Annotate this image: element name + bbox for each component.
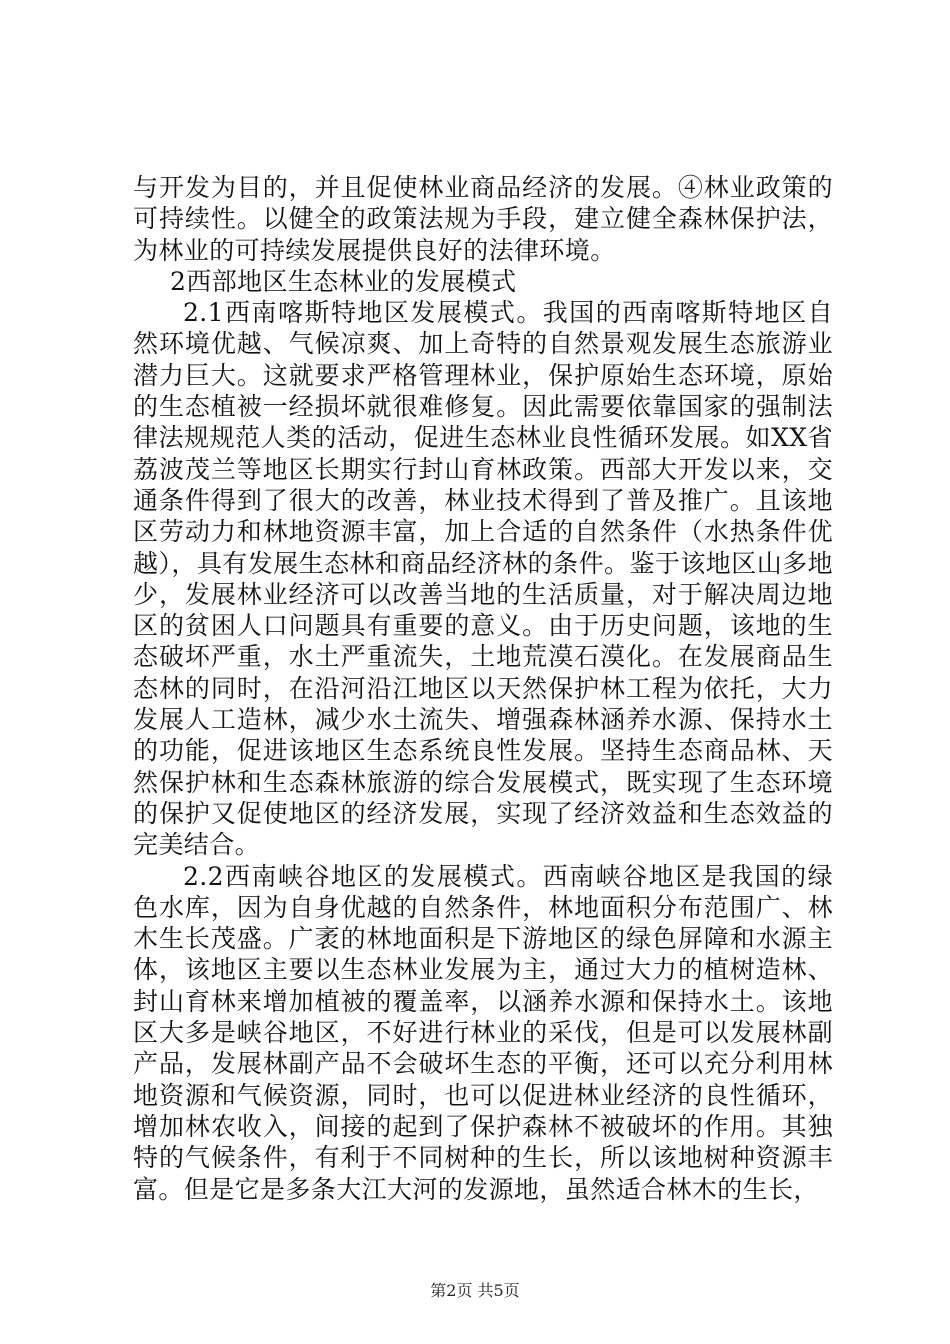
document-body	[133, 172, 833, 1205]
section-heading: 2西部地区生态林业的发展模式	[170, 266, 517, 296]
paragraph-gorge-model: 2.2西南峡谷地区的发展模式。西南峡谷地区是我国的绿色水库，因为自身优越的自然条件，林地面积分布范围广、林木生长茂盛。广袤的林地面积是下游地区的绿色屏障和水源主体，该地区主要以生态林业发展为主，通过大力的植树造林、封山育林来增加植被的覆盖率，以涵养水源和保持水土。该地区大多是峡谷地区，不好进行林业的采伐，但是可以发展林副产品，发展林副产品不会破坏生态的平衡，还可以充分利用林地资源和气候资源，同时，也可以促进林业经济的良性循环，增加林农收入，间接的起到了保护森林不被破坏的作用。其独特的气候条件，有利于不同树种的生长，所以该地树种资源丰富。但是它是多条大江大河的发源地，虽然适合林木的生长，	[133, 861, 833, 1204]
paragraph-karst-model: 2.1西南喀斯特地区发展模式。我国的西南喀斯特地区自然环境优越、气候凉爽、加上奇特的自然景观发展生态旅游业潜力巨大。这就要求严格管理林业，保护原始生态环境，原始的生态植被一经损坏就很难修复。因此需要依靠国家的强制法律法规规范人类的活动，促进生态林业良性循环发展。如XX省荔波茂兰等地区长期实行封山育林政策。西部大开发以来，交通条件得到了很大的改善，林业技术得到了普及推广。且该地区劳动力和林地资源丰富，加上合适的自然条件（水热条件优越），具有发展生态林和商品经济林的条件。鉴于该地区山多地少，发展林业经济可以改善当地的生活质量，对于解决周边地区的贫困人口问题具有重要的意义。由于历史问题，该地的生态破坏严重，水土严重流失，土地荒漠石漠化。在发展商品生态林的同时，在沿河沿江地区以天然保护林工程为依托，大力发展人工造林，减少水土流失、增强森林涵养水源、保持水土的功能，促进该地区生态系统良性发展。坚持生态商品林、天然保护林和生态森林旅游的综合发展模式，既实现了生态环境的保护又促使地区的经济发展，实现了经济效益和生态效益的完美结合。	[133, 298, 833, 860]
paragraph-continuation: 与开发为目的，并且促使林业商品经济的发展。④林业政策的可持续性。以健全的政策法规为手段，建立健全森林保护法，为林业的可持续发展提供良好的法律环境。	[133, 173, 833, 265]
page-footer: 第2页 共5页	[430, 1281, 520, 1300]
